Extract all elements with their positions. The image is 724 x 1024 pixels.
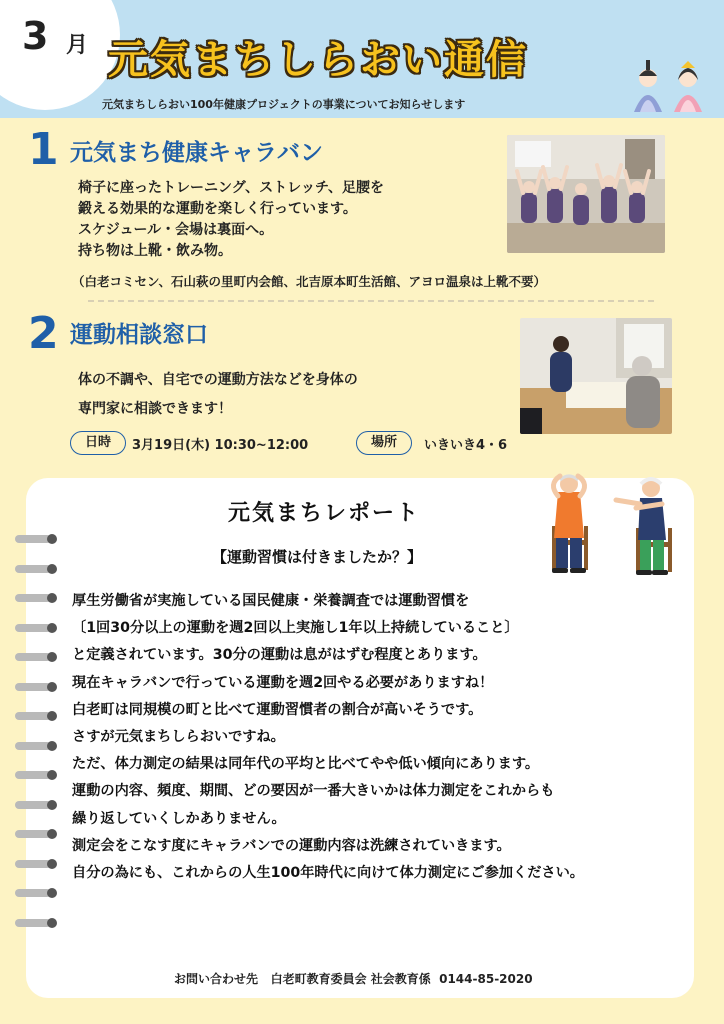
- notebook-ring-icon: [14, 798, 60, 812]
- contact-phone: 0144-85-2020: [439, 972, 533, 986]
- consultation-photo: [520, 318, 672, 434]
- notebook-ring-icon: [14, 650, 60, 664]
- report-line: と定義されています。30分の運動は息がはずむ程度とあります。: [72, 647, 487, 664]
- notebook-ring-icon: [14, 709, 60, 723]
- report-line: 自分の為にも、これからの人生100年時代に向けて体力測定にご参加ください。: [72, 865, 584, 882]
- section-2-description: [78, 366, 358, 424]
- report-line: 白老町は同規模の町と比べて運動習慣者の割合が高いそうです。: [72, 701, 483, 718]
- notebook-ring-icon: [14, 768, 60, 782]
- place-tag: 場所: [356, 431, 412, 455]
- report-line: 〔1回30分以上の運動を週2回以上実施し1年以上持続していること〕: [72, 620, 519, 637]
- report-line: 繰り返していくしかありません。: [72, 810, 286, 827]
- report-line: 運動の内容、頻度、期間、どの要因が一番大きいかは体力測定をこれからも: [72, 783, 555, 800]
- newsletter-subtitle: 元気まちしらおい100年健康プロジェクトの事業についてお知らせします: [102, 98, 466, 111]
- contact-footer: [174, 970, 533, 987]
- exercising-seniors-illustration: [540, 470, 680, 582]
- report-line: ただ、体力測定の結果は同年代の平均と比べてやや低い傾向にあります。: [72, 756, 540, 773]
- report-line: 厚生労働省が実施している国民健康・栄養調査では運動習慣を: [72, 593, 470, 609]
- report-line: さすが元気まちしらおいですね。: [72, 729, 285, 746]
- notebook-ring-icon: [14, 621, 60, 635]
- section-2-title: 運動相談窓口: [70, 322, 208, 348]
- report-subtitle: 【運動習慣は付きましたか？】: [212, 548, 423, 566]
- section-1-venue-note: （白老コミセン、石山萩の里町内会館、北吉原本町生活館、アヨロ温泉は上靴不要）: [72, 274, 547, 289]
- report-body: [72, 588, 692, 887]
- month-suffix: 月: [66, 33, 89, 58]
- hina-doll-emperor-icon: [628, 58, 668, 114]
- section-1-number: 1: [28, 124, 59, 175]
- consultation-place: いきいき4・6: [424, 438, 508, 453]
- report-line: 現在キャラバンで行っている運動を週2回やる必要がありますね！: [72, 674, 494, 691]
- contact-label: お問い合わせ先: [174, 972, 259, 986]
- text-line: 専門家に相談できます！: [78, 401, 232, 417]
- text-line: 体の不調や、自宅での運動方法などを身体の: [78, 372, 358, 388]
- notebook-ring-icon: [14, 857, 60, 871]
- month-number: 3: [22, 14, 49, 58]
- caravan-exercise-photo: [507, 135, 665, 253]
- notebook-ring-icon: [14, 886, 60, 900]
- report-title: 元気まちレポート: [228, 501, 421, 526]
- section-divider: [88, 300, 654, 302]
- text-line: 鍛える効果的な運動を楽しく行っています。: [78, 201, 357, 217]
- section-1-title: 元気まち健康キャラバン: [70, 140, 323, 166]
- notebook-ring-icon: [14, 739, 60, 753]
- section-2-number: 2: [28, 308, 59, 359]
- notebook-ring-icon: [14, 591, 60, 605]
- section-1-description: [78, 178, 384, 262]
- newsletter-title: 元気まちしらおい通信: [108, 37, 528, 83]
- hina-doll-empress-icon: [668, 58, 708, 114]
- report-line: 測定会をこなす度にキャラバンでの運動内容は洗練されていきます。: [72, 837, 511, 854]
- notebook-ring-icon: [14, 532, 60, 546]
- contact-organization: 白老町教育委員会 社会教育係: [270, 972, 431, 986]
- notebook-ring-icon: [14, 916, 60, 930]
- text-line: 持ち物は上靴・飲み物。: [78, 243, 232, 259]
- notebook-ring-icon: [14, 562, 60, 576]
- consultation-date: 3月19日(木) 10:30~12:00: [132, 438, 309, 453]
- date-tag: 日時: [70, 431, 126, 455]
- text-line: スケジュール・会場は裏面へ。: [78, 222, 274, 238]
- notebook-ring-icon: [14, 680, 60, 694]
- notebook-ring-icon: [14, 827, 60, 841]
- text-line: 椅子に座ったトレーニング、ストレッチ、足腰を: [78, 180, 385, 196]
